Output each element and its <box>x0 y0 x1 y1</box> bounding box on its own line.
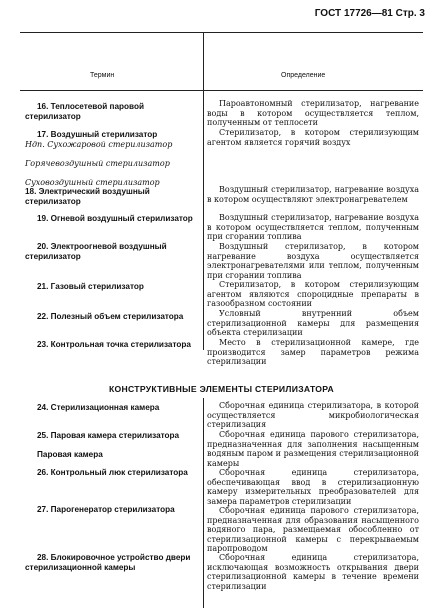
definition-21: Стерилизатор, в котором стерилизующим агентом являются спороцидные препараты в газообразном состоянии <box>207 280 419 308</box>
column-divider-upper <box>203 90 204 350</box>
definition-25: Сборочная единица парового стерилизатора, предназначенная для заполнения насыщенным водяным паром и размещения стерилизационной камеры <box>207 430 419 468</box>
term-25-synonym: Паровая камера <box>37 450 103 459</box>
table-header-rule <box>20 90 423 91</box>
term-26: 26. Контрольный люк стерилизатора <box>37 468 188 477</box>
definition-28: Сборочная единица стерилизатора, исключающая возможность открывания двери стерилизационной камеры в течение времени стерилизации <box>207 553 419 591</box>
definition-26: Сборочная единица стерилизатора, обеспечивающая ввод в стерилизационную камеру измерительных преобразователей для замера параметров стерилизации <box>207 468 419 506</box>
definition-23: Место в стерилизационной камере, где производится замер параметров режима стерилизации <box>207 338 419 366</box>
term-19: 19. Огневой воздушный стерилизатор <box>37 214 193 223</box>
term-28: 28. Блокировочное устройство двери стерилизационной камеры <box>25 553 191 572</box>
term-23: 23. Контрольная точка стерилизатора <box>37 340 191 349</box>
term-17-synonym-1: Горячевоздушный стерилизатор <box>25 159 170 168</box>
term-24: 24. Стерилизационная камера <box>37 403 160 412</box>
column-divider-lower <box>203 398 204 608</box>
definition-16: Пароавтономный стерилизатор, нагревание воды в котором осуществляется теплом, полученным от теплосети <box>207 99 419 127</box>
term-27: 27. Парогенератор стерилизатора <box>37 505 175 514</box>
term-21: 21. Газовый стерилизатор <box>37 282 144 291</box>
column-header-definition: Определение <box>281 72 326 79</box>
term-17-synonym-2: Суховоздушный стерилизатор <box>25 178 160 187</box>
definition-19: Воздушный стерилизатор, нагревание воздуха в котором осуществляется теплом, полученным при сгорании топлива <box>207 213 419 241</box>
term-17: 17. Воздушный стерилизатор <box>37 130 158 139</box>
column-divider-header <box>203 32 204 90</box>
section-title: КОНСТРУКТИВНЫЕ ЭЛЕМЕНТЫ СТЕРИЛИЗАТОРА <box>108 384 335 394</box>
page-header: ГОСТ 17726—81 Стр. 3 <box>314 8 425 19</box>
definition-22: Условный внутренний объем стерилизационной камеры для размещения объекта стерилизации <box>207 309 419 337</box>
column-header-term: Термин <box>90 72 115 79</box>
term-18: 18. Электрический воздушный стерилизатор <box>25 187 150 206</box>
term-17-ndp: Ндп. Сухожаровой стерилизатор <box>25 140 173 149</box>
term-25: 25. Паровая камера стерилизатора <box>37 431 180 440</box>
definition-27: Сборочная единица парового стерилизатора, предназначенная для образования насыщенного водяного пара, размещаемая обособленно от стерилизационной камеры с перекрываемым паропроводом <box>207 506 419 553</box>
definition-17: Стерилизатор, в котором стерилизующим агентом является горячий воздух <box>207 128 419 147</box>
term-20: 20. Электроогневой воздушный стерилизатор <box>25 242 167 261</box>
definition-24: Сборочная единица стерилизатора, в которой осуществляется микробиологическая стерилизация <box>207 401 419 429</box>
term-22: 22. Полезный объем стерилизатора <box>37 312 184 321</box>
definition-20: Воздушный стерилизатор, в котором нагревание воздуха осуществляется электронагревателями или теплом, полученным при сгорании топлива <box>207 242 419 280</box>
definition-18: Воздушный стерилизатор, нагревание воздуха в котором осуществляют электронагревателем <box>207 185 419 204</box>
term-16: 16. Теплосетевой паровой стерилизатор <box>25 102 144 121</box>
table-top-rule <box>20 32 423 33</box>
